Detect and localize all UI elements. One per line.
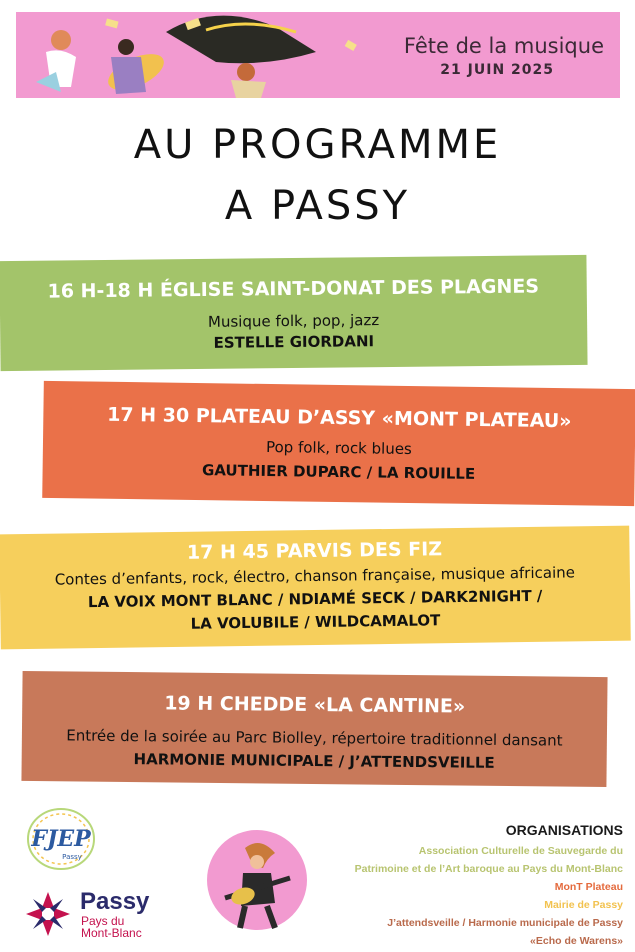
event-card-3 bbox=[0, 526, 631, 650]
event-card-4 bbox=[21, 671, 607, 787]
passy-star-icon bbox=[22, 888, 74, 940]
organisation-line: Association Culturelle de Sauvegarde du bbox=[418, 845, 623, 857]
event-heading: 17 H 30 PLATEAU D’ASSY «MONT PLATEAU» bbox=[107, 403, 572, 433]
organisations-title: ORGANISATIONS bbox=[505, 822, 623, 838]
event-genres: Musique folk, pop, jazz bbox=[207, 311, 380, 331]
festival-banner bbox=[16, 12, 620, 98]
event-artists-line-1: LA VOIX MONT BLANC / NDIAMÉ SECK / DARK2NIGHT / bbox=[87, 586, 543, 612]
guitarist-illustration bbox=[205, 828, 309, 932]
organisation-line: J’attendsveille / Harmonie municipale de Passy bbox=[387, 917, 623, 929]
musicians-illustration bbox=[16, 12, 376, 98]
organisation-line: MonT Plateau bbox=[554, 881, 623, 893]
event-heading: 16 H-18 H ÉGLISE SAINT-DONAT DES PLAGNES bbox=[47, 275, 540, 303]
fjep-logo bbox=[24, 806, 98, 872]
svg-text:FJEP: FJEP bbox=[31, 826, 91, 852]
event-genres: Entrée de la soirée au Parc Biolley, répertoire traditionnel dansant bbox=[66, 726, 563, 750]
event-artists-line-2: LA VOLUBILE / WILDCAMALOT bbox=[190, 611, 441, 633]
event-genres: Pop folk, rock blues bbox=[265, 437, 412, 459]
event-heading: 17 H 45 PARVIS DES FIZ bbox=[186, 538, 443, 564]
banner-date: 21 JUIN 2025 bbox=[440, 62, 554, 78]
headline-line-2: A PASSY bbox=[224, 183, 411, 229]
event-artists: HARMONIE MUNICIPALE / J’ATTENDSVEILLE bbox=[133, 750, 495, 772]
event-artists: GAUTHIER DUPARC / LA ROUILLE bbox=[201, 461, 476, 483]
passy-logo-text: Passy bbox=[80, 888, 150, 915]
event-artists: ESTELLE GIORDANI bbox=[213, 332, 375, 352]
event-heading: 19 H CHEDDE «LA CANTINE» bbox=[164, 692, 466, 718]
organisation-line: «Echo de Warens» bbox=[530, 935, 623, 947]
organisations-block bbox=[323, 822, 623, 950]
event-card-1 bbox=[0, 255, 588, 371]
svg-text:Passy: Passy bbox=[62, 853, 82, 861]
headline-line-1: AU PROGRAMME bbox=[133, 122, 502, 168]
passy-logo-subtitle: Pays du Mont-Blanc bbox=[81, 914, 142, 940]
organisation-line: Patrimoine et de l’Art baroque au Pays du Mont-Blanc bbox=[354, 863, 623, 875]
organisation-line: Mairie de Passy bbox=[544, 899, 623, 911]
banner-title: Fête de la musique bbox=[403, 34, 604, 58]
event-card-2 bbox=[42, 381, 635, 506]
event-genres: Contes d’enfants, rock, électro, chanson française, musique africaine bbox=[54, 563, 576, 589]
